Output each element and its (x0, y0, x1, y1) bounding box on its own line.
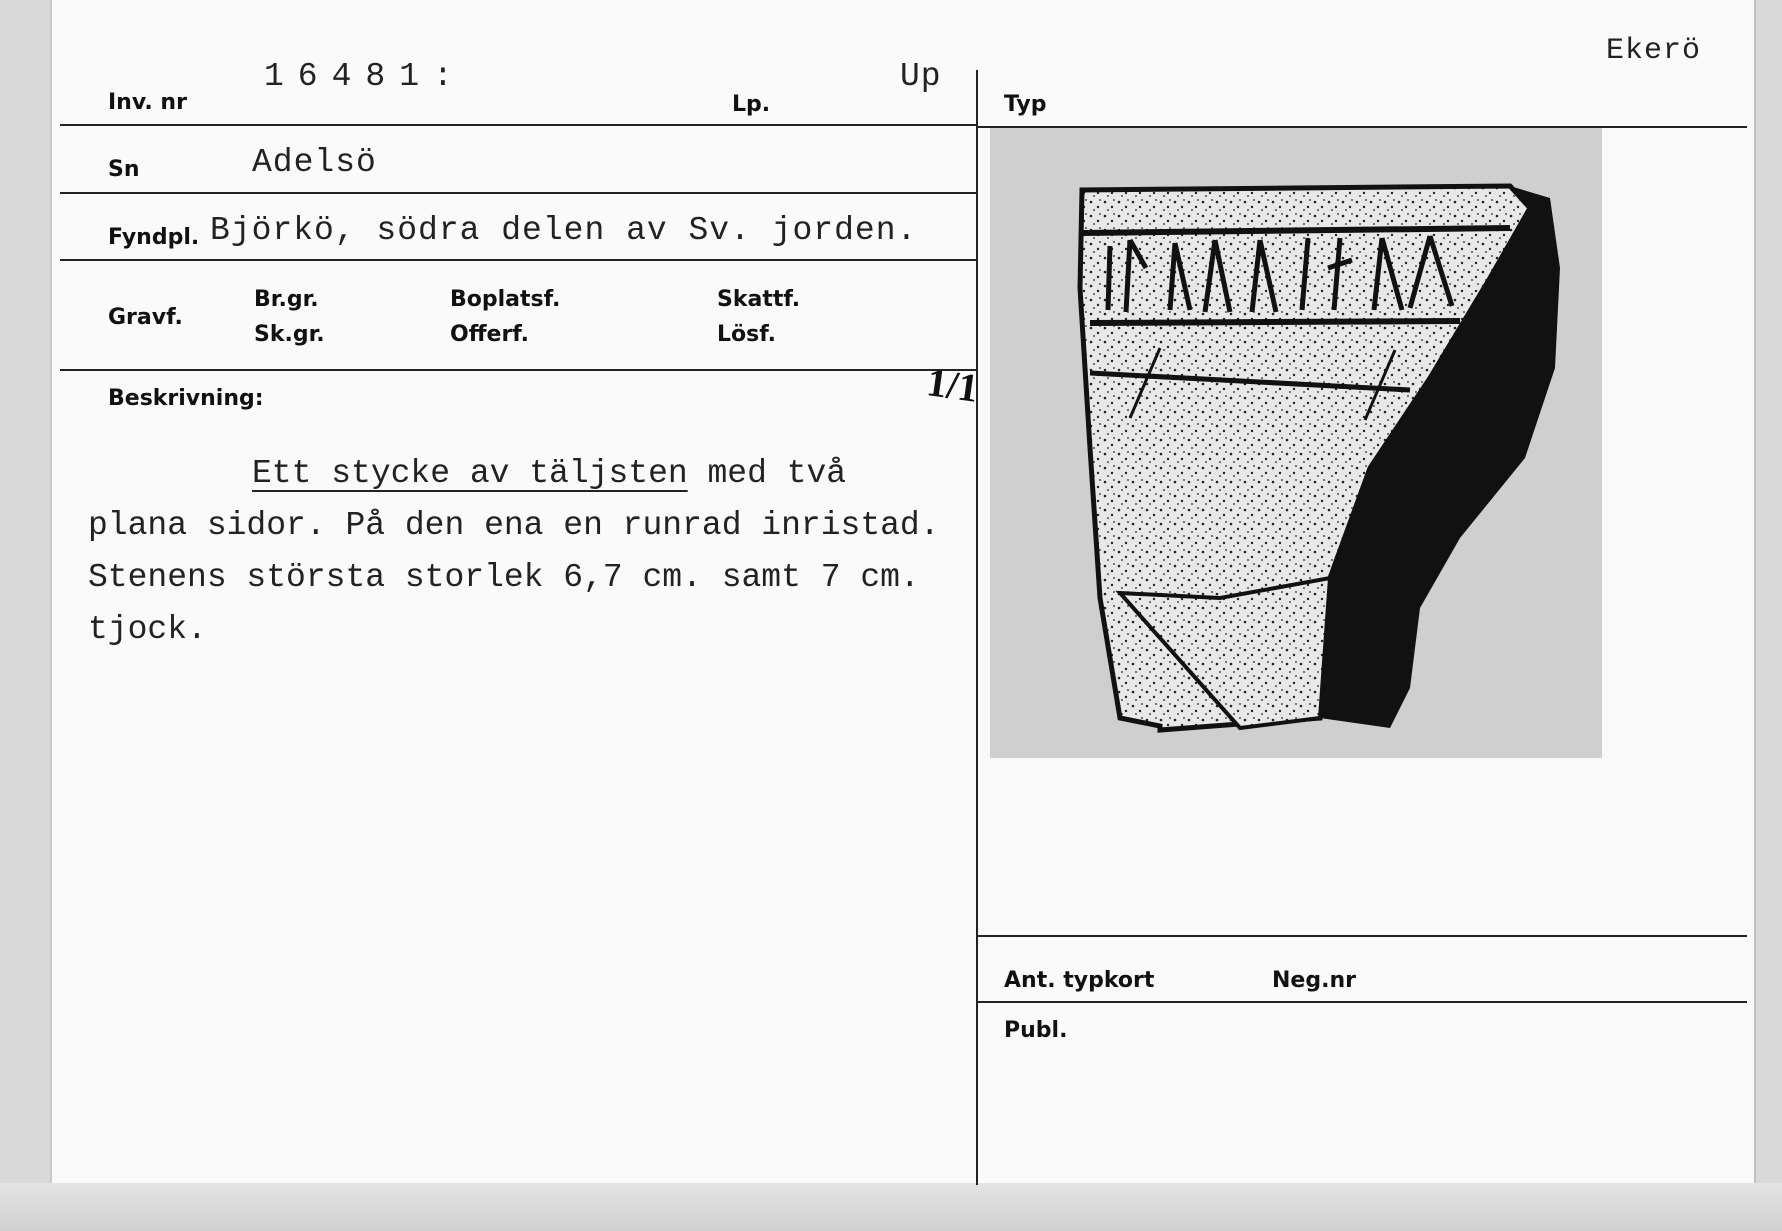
ant-typkort-label: Ant. typkort (1004, 968, 1155, 993)
ant-rule (977, 1001, 1747, 1003)
inv-nr-value: 16481: (264, 58, 467, 95)
inv-nr-label: Inv. nr (108, 90, 187, 115)
brgr-label: Br.gr. (254, 287, 319, 312)
sn-label: Sn (108, 157, 140, 182)
fyndpl-rule (60, 259, 977, 261)
lp-label: Lp. (732, 92, 771, 117)
skattf-label: Skattf. (717, 287, 801, 312)
description-underlined: Ett stycke av täljsten (252, 455, 688, 492)
publ-label: Publ. (1004, 1018, 1068, 1043)
gravf-rule (60, 369, 977, 371)
description-line-2: plana sidor. På den ena en runrad inristad. (88, 507, 940, 544)
gravf-label: Gravf. (108, 305, 183, 330)
beskrivning-label: Beskrivning: (108, 386, 264, 411)
fyndpl-value: Björkö, södra delen av Sv. jorden. (210, 212, 918, 249)
fyndpl-label: Fyndpl. (108, 225, 200, 250)
description-line-3: Stenens största storlek 6,7 cm. samt 7 cm. (88, 559, 920, 596)
typ-label: Typ (1004, 92, 1047, 117)
description-line-1-rest: med två (687, 455, 847, 492)
sn-rule (60, 192, 977, 194)
description-line-1 (88, 448, 988, 500)
district-value: Ekerö (1606, 34, 1702, 68)
scale-label: 1/1 (924, 359, 982, 411)
losf-label: Lösf. (717, 322, 776, 347)
skgr-label: Sk.gr. (254, 322, 325, 347)
offerf-label: Offerf. (450, 322, 530, 347)
sn-value: Adelsö (252, 144, 377, 181)
rune-band-bottom (1090, 321, 1460, 323)
description-text (88, 448, 988, 656)
typ-bottom-rule (977, 935, 1747, 937)
header-rule (60, 124, 977, 126)
province-value: Up (900, 58, 942, 95)
rune-stone-drawing (924, 128, 1602, 758)
neg-nr-label: Neg.nr (1272, 968, 1356, 993)
scan-margin (0, 1183, 1782, 1231)
boplatsf-label: Boplatsf. (450, 287, 561, 312)
description-line-4: tjock. (88, 611, 207, 648)
stone-drawing-photo (924, 128, 1602, 758)
